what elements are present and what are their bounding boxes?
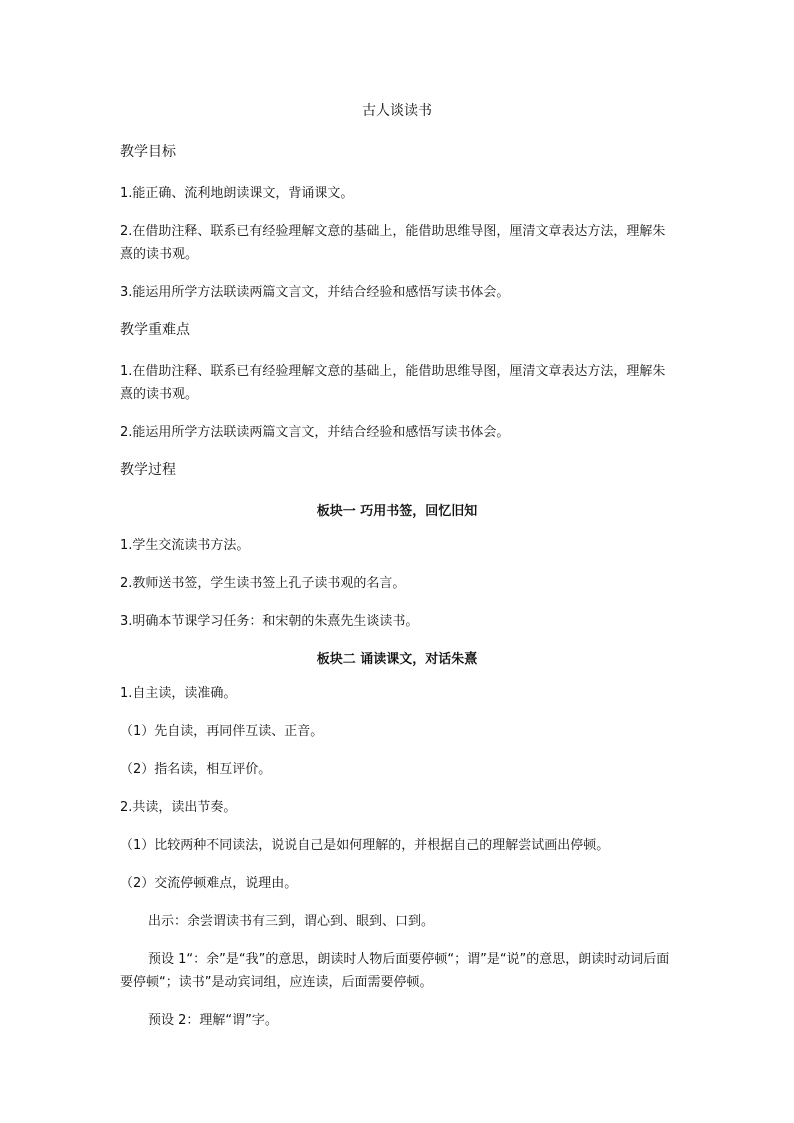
show-line: 出示：余尝谓读书有三到，谓心到、眼到、口到。 xyxy=(148,914,435,929)
block2-item: 2.共读，读出节奏。 xyxy=(120,800,237,815)
goal-item: 1.能正确、流利地朗读课文，背诵课文。 xyxy=(120,186,354,201)
preset-1: 预设 1“：余”是“我”的意思，朗读时人物后面要停顿“；谓”是“说”的意思，朗读时动词后面要停顿“；读书”是动宾词组，应连读，后面需要停顿。 xyxy=(120,952,670,990)
block2-item: （1）先自读，再同伴互读、正音。 xyxy=(120,724,324,739)
difficulties-heading: 教学重难点 xyxy=(120,322,190,338)
block2-item: （1）比较两种不同读法，说说自己是如何理解的，并根据自己的理解尝试画出停顿。 xyxy=(120,838,610,853)
goal-item: 3.能运用所学方法联读两篇文言文，并结合经验和感悟写读书体会。 xyxy=(120,285,510,300)
block1-item: 1.学生交流读书方法。 xyxy=(120,538,250,553)
block2-item: （2）交流停顿难点，说理由。 xyxy=(120,876,298,891)
difficulty-item: 1.在借助注释、联系已有经验理解文意的基础上，能借助思维导图，厘清文章表达方法，理解朱熹的读书观。 xyxy=(120,364,666,402)
preset-2: 预设 2：理解“谓”字。 xyxy=(148,1013,278,1028)
block2-title: 板块二 诵读课文，对话朱熹 xyxy=(316,652,478,667)
goal-item: 2.在借助注释、联系已有经验理解文意的基础上，能借助思维导图，厘清文章表达方法，理解朱熹的读书观。 xyxy=(120,224,666,262)
block2-item: （2）指名读，相互评价。 xyxy=(120,762,272,777)
difficulty-item: 2.能运用所学方法联读两篇文言文，并结合经验和感悟写读书体会。 xyxy=(120,425,510,440)
block1-title: 板块一 巧用书签，回忆旧知 xyxy=(316,504,478,519)
block1-item: 2.教师送书签，学生读书签上孔子读书观的名言。 xyxy=(120,576,406,591)
process-heading: 教学过程 xyxy=(120,462,176,478)
block2-item: 1.自主读，读准确。 xyxy=(120,686,237,701)
goals-heading: 教学目标 xyxy=(120,144,176,160)
block1-item: 3.明确本节课学习任务：和宋朝的朱熹先生谈读书。 xyxy=(120,614,419,629)
document-title: 古人谈读书 xyxy=(362,103,432,119)
